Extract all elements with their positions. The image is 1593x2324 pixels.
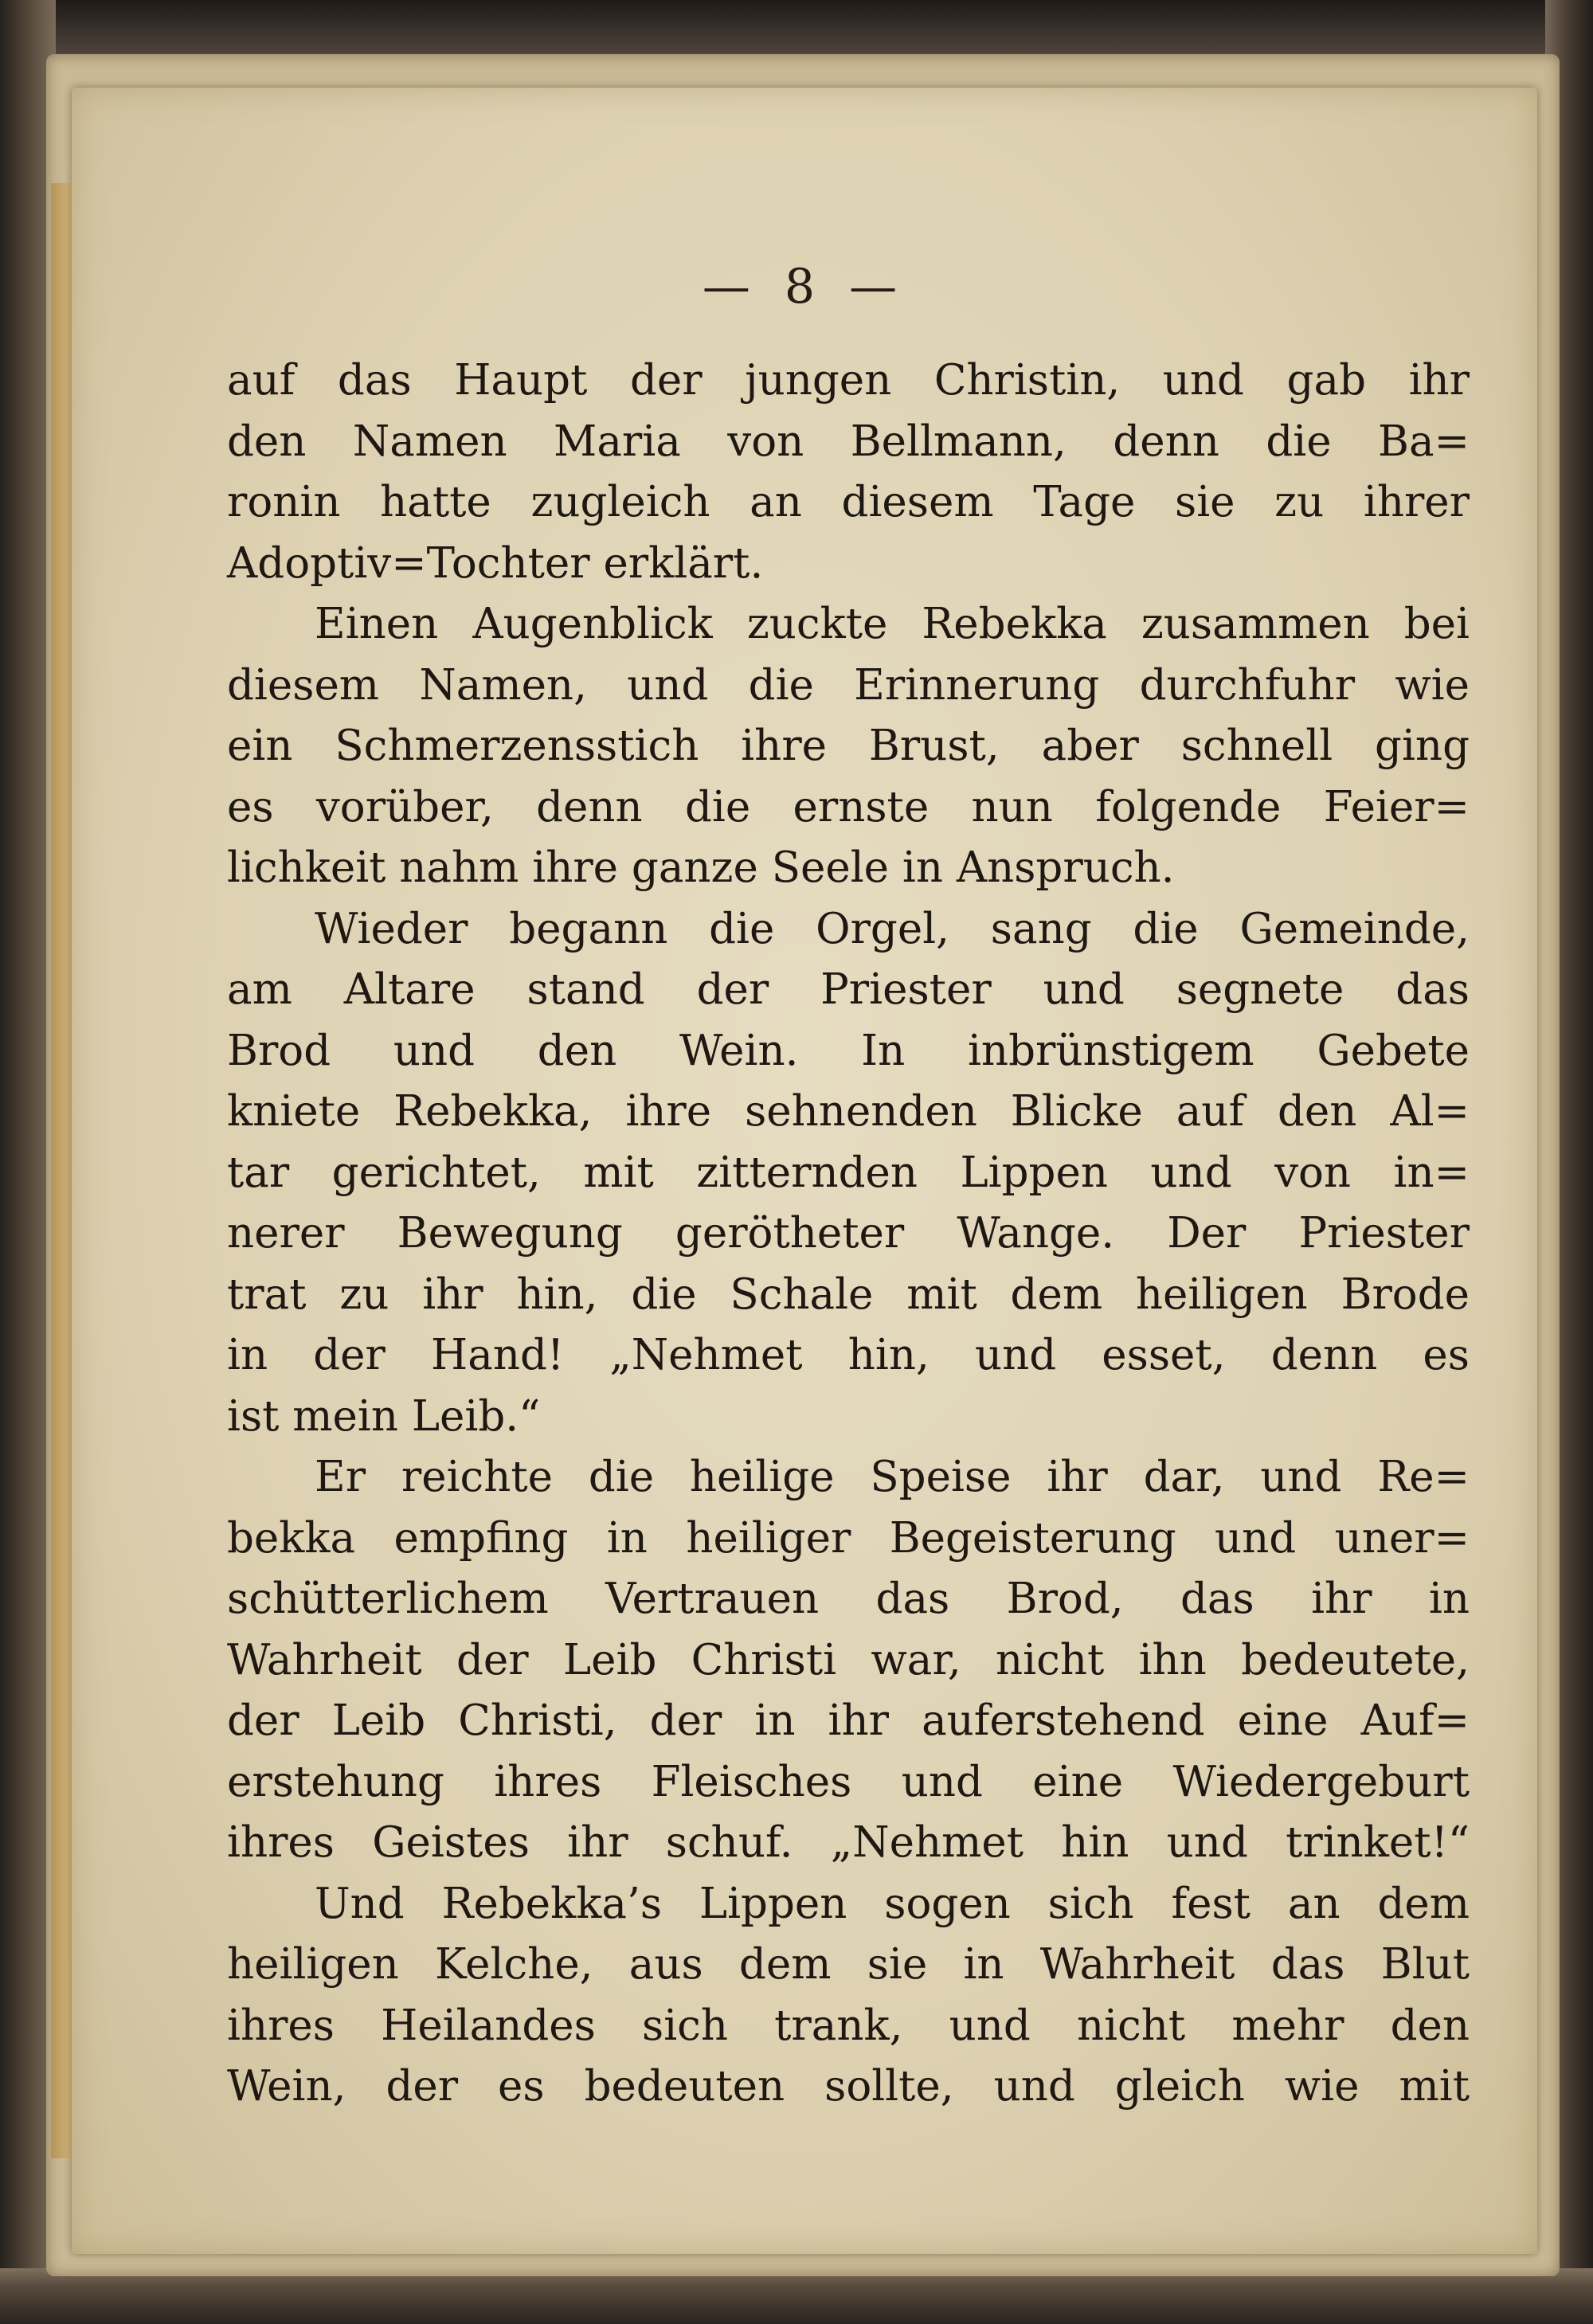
text-line: bekka empfing in heiliger Begeisterung und uner= [227, 1513, 1470, 1563]
page-number: — 8 — [702, 259, 907, 315]
text-line: Brod und den Wein. In inbrünstigem Gebete [227, 1026, 1470, 1075]
text-line: in der Hand! „Nehmet hin, und esset, denn es [227, 1331, 1470, 1379]
text-line: Adoptiv=Tochter erklärt. [227, 538, 764, 588]
text-line: am Altare stand der Priester und segnete das [227, 965, 1470, 1014]
text-line: tar gerichtet, mit zitternden Lippen und von in= [227, 1148, 1470, 1197]
book-cover-bottom-edge [0, 2268, 1593, 2324]
body-text [227, 350, 1470, 2118]
text-line: ihres Geistes ihr schuf. „Nehmet hin und trinket!“ [227, 1818, 1470, 1867]
text-line: ein Schmerzensstich ihre Brust, aber schnell ging [227, 722, 1470, 770]
text-line: erstehung ihres Fleisches und eine Wiedergeburt [227, 1757, 1470, 1806]
text-line: Wieder begann die Orgel, sang die Gemeinde, [315, 904, 1470, 953]
text-line: lichkeit nahm ihre ganze Seele in Anspruch. [227, 843, 1175, 892]
text-line: es vorüber, denn die ernste nun folgende Feier= [227, 782, 1470, 831]
text-line: nerer Bewegung gerötheter Wange. Der Priester [227, 1209, 1470, 1258]
text-line: Und Rebekka’s Lippen sogen sich fest an dem [315, 1879, 1470, 1928]
text-line: schütterlichem Vertrauen das Brod, das ihr in [227, 1575, 1470, 1623]
text-line: trat zu ihr hin, die Schale mit dem heiligen Brode [227, 1270, 1470, 1319]
text-line: den Namen Maria von Bellmann, denn die Ba= [227, 417, 1470, 466]
text-line: auf das Haupt der jungen Christin, und gab ihr [227, 356, 1470, 405]
text-line: ihres Heilandes sich trank, und nicht mehr den [227, 2001, 1470, 2050]
text-line: Er reichte die heilige Speise ihr dar, und Re= [315, 1453, 1470, 1501]
text-line: diesem Namen, und die Erinnerung durchfuhr wie [227, 660, 1470, 710]
text-line: der Leib Christi, der in ihr auferstehend eine Auf= [227, 1696, 1470, 1745]
text-line: Wein, der es bedeuten sollte, und gleich wie mit [227, 2062, 1470, 2111]
text-line: heiligen Kelche, aus dem sie in Wahrheit das Blut [227, 1940, 1470, 1989]
text-line: Wahrheit der Leib Christi war, nicht ihn bedeutete, [227, 1635, 1470, 1684]
text-line: kniete Rebekka, ihre sehnenden Blicke auf den Al= [227, 1087, 1470, 1136]
text-line: ist mein Leib.“ [227, 1391, 541, 1441]
text-line: Einen Augenblick zuckte Rebekka zusammen bei [315, 600, 1470, 648]
text-line: ronin hatte zugleich an diesem Tage sie zu ihrer [227, 478, 1470, 526]
book-page [72, 88, 1537, 2254]
